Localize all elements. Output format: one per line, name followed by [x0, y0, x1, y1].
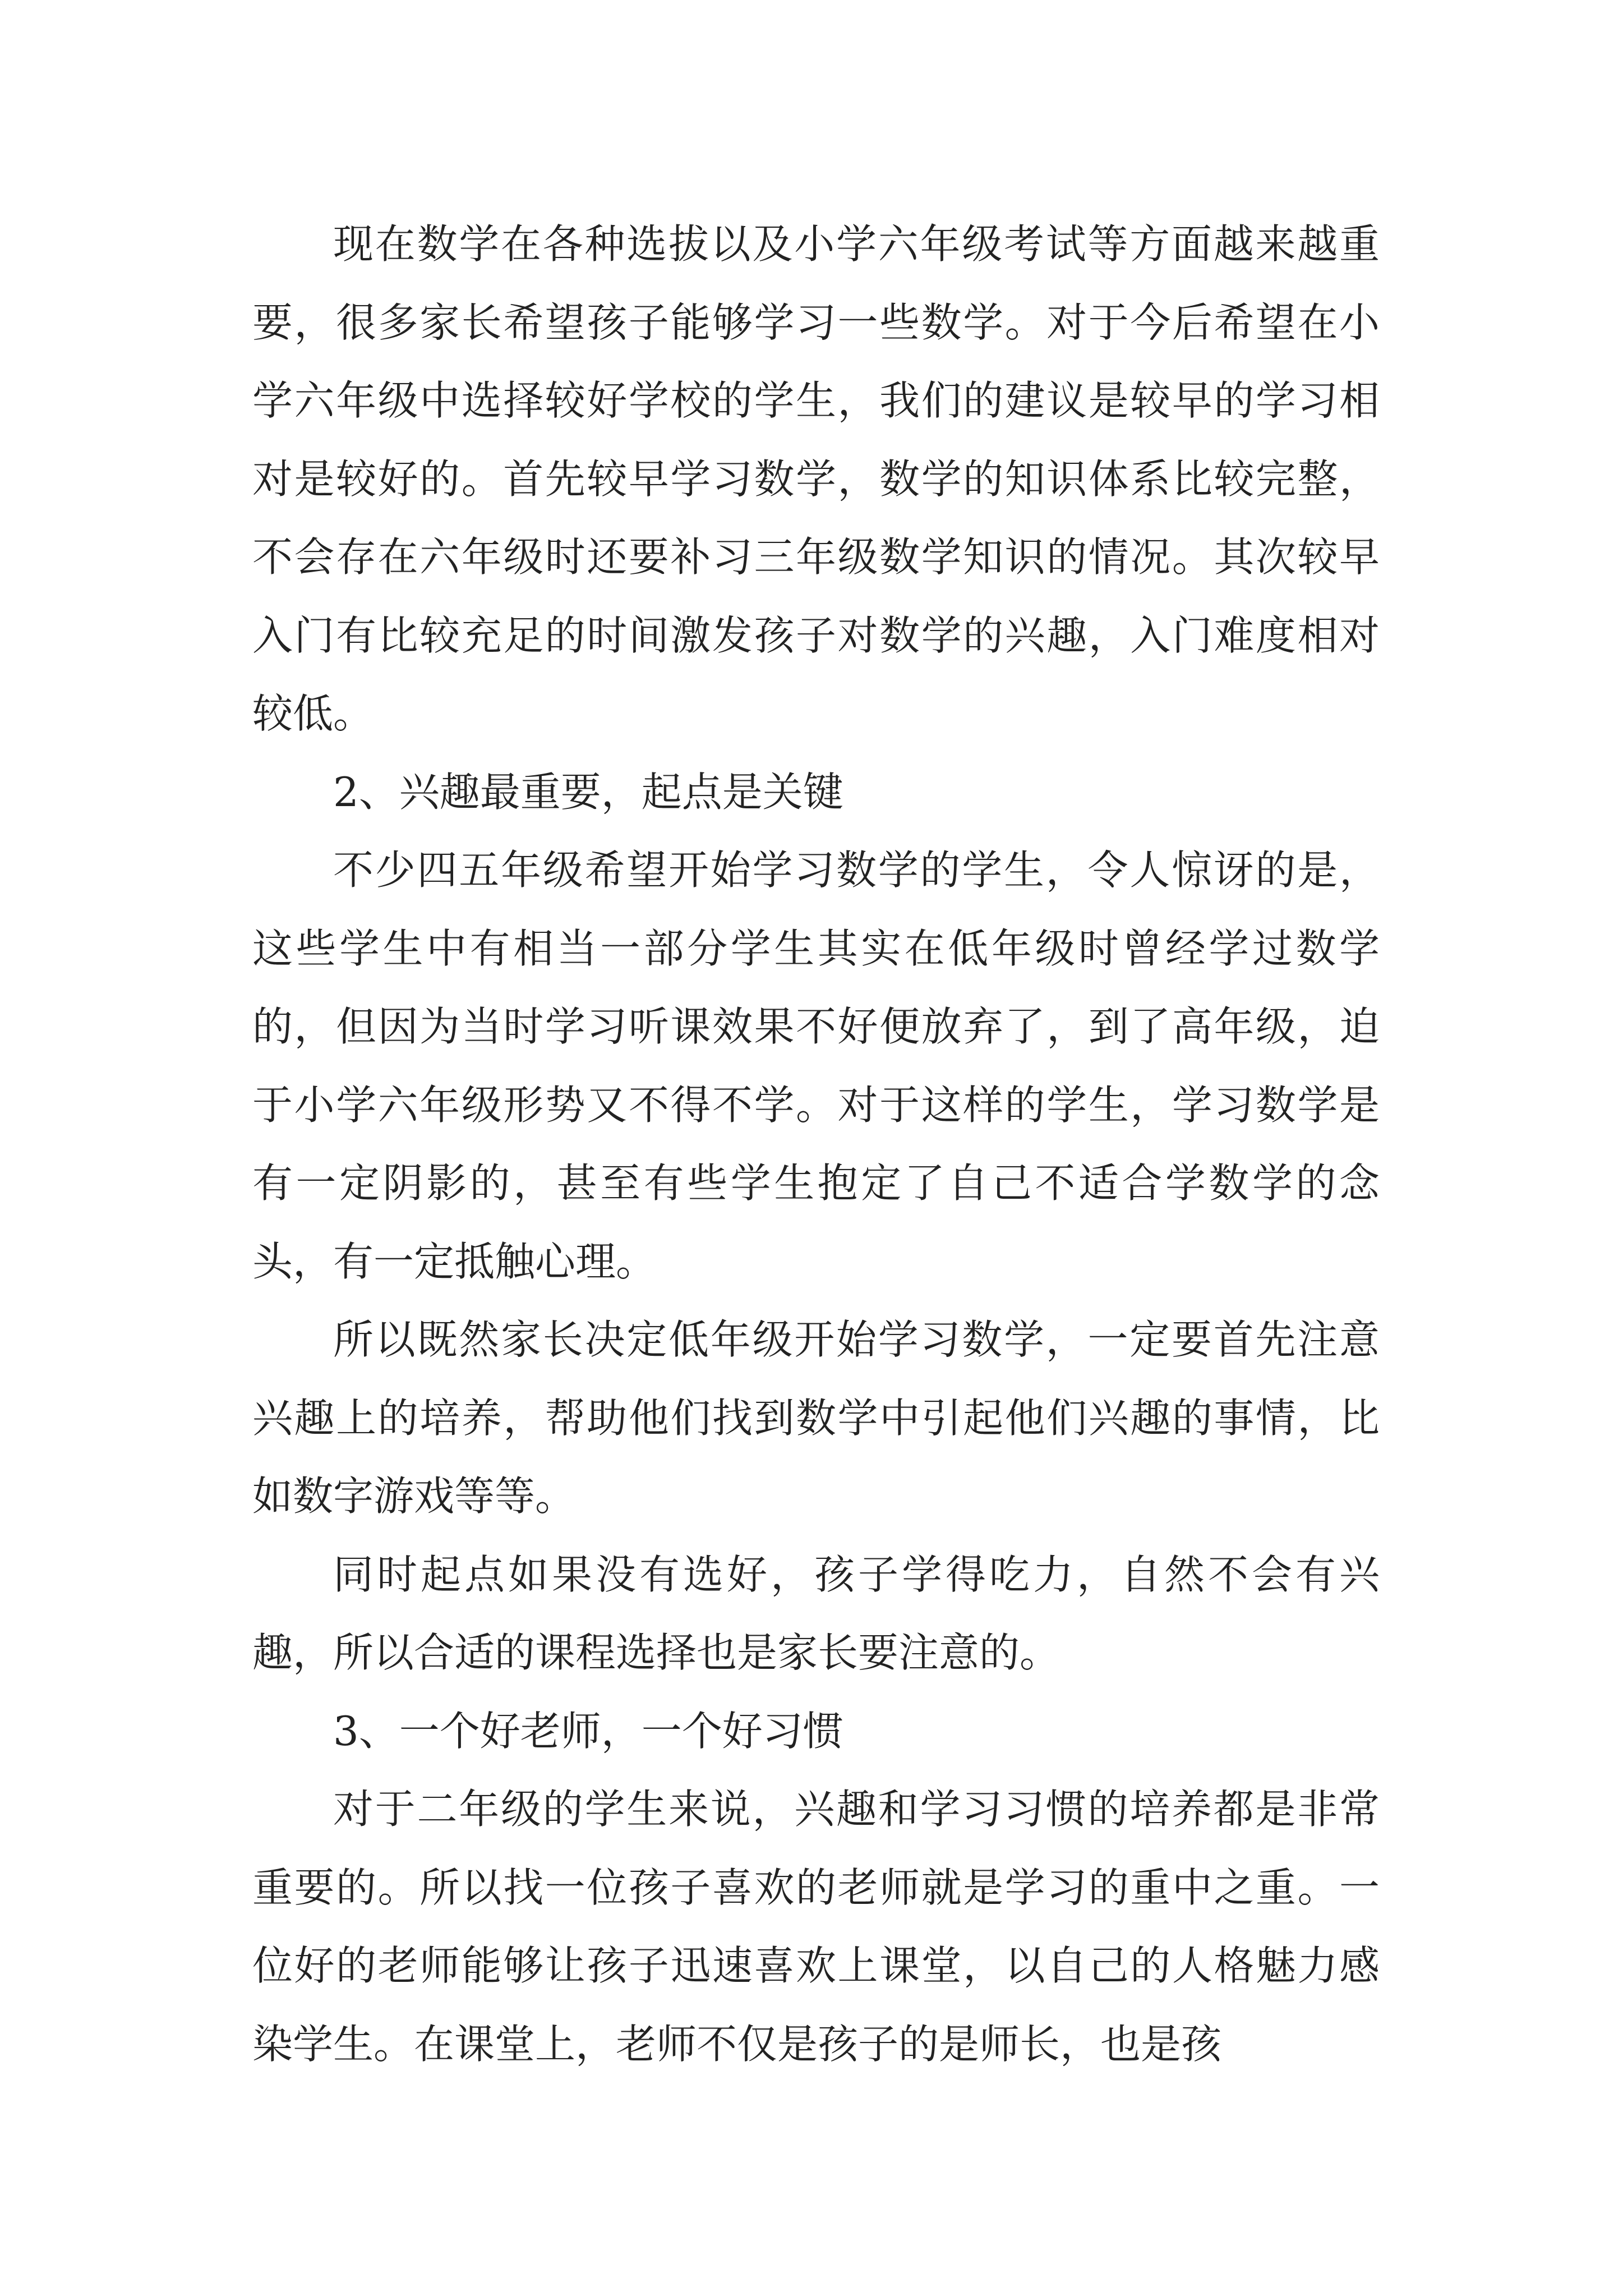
section-heading-3: 3、一个好老师，一个好习惯: [333, 1707, 843, 1755]
paragraph-interest: 所以既然家长决定低年级开始学习数学，一定要首先注意兴趣上的培养，帮助他们找到数学中引起他们兴趣的事情，比如数字游戏等等。: [252, 1316, 1380, 1520]
paragraph-students: 不少四五年级希望开始学习数学的学生，令人惊讶的是，这些学生中有相当一部分学生其实在低年级时曾经学过数学的，但因为当时学习听课效果不好便放弃了，到了高年级，迫于小学六年级形势又不得不学。对于这样的学生，学习数学是有一定阴影的，甚至有些学生抱定了自己不适合学数学的念头，有一定抵触心理。: [252, 846, 1380, 1285]
section-heading-2: 2、兴趣最重要，起点是关键: [333, 768, 843, 816]
paragraph-intro: 现在数学在各种选拔以及小学六年级考试等方面越来越重要，很多家长希望孩子能够学习一些数学。对于今后希望在小学六年级中选择较好学校的学生，我们的建议是较早的学习相对是较好的。首先较早学习数学，数学的知识体系比较完整，不会存在六年级时还要补习三年级数学知识的情况。其次较早入门有比较充足的时间激发孩子对数学的兴趣，入门难度相对较低。: [252, 220, 1380, 737]
paragraph-starting-point: 同时起点如果没有选好，孩子学得吃力，自然不会有兴趣，所以合适的课程选择也是家长要注意的。: [252, 1550, 1380, 1676]
document-body: [252, 205, 1380, 2083]
paragraph-teacher: 对于二年级的学生来说，兴趣和学习习惯的培养都是非常重要的。所以找一位孩子喜欢的老师就是学习的重中之重。一位好的老师能够让孩子迅速喜欢上课堂，以自己的人格魅力感染学生。在课堂上，老师不仅是孩子的是师长，也是孩: [252, 1786, 1380, 2068]
